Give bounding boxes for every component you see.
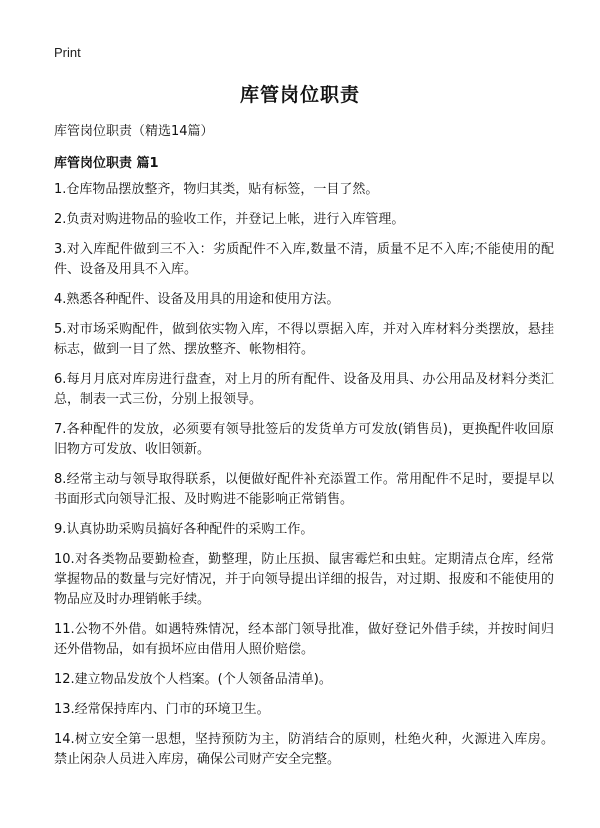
duty-item-3: 3.对入库配件做到三不入：劣质配件不入库,数量不清，质量不足不入库;不能使用的配件、设备及用具不入库。	[54, 242, 554, 277]
duty-item-8: 8.经常主动与领导取得联系，以便做好配件补充添置工作。常用配件不足时，要提早以书面形式向领导汇报、及时购进不能影响正常销售。	[54, 472, 554, 507]
print-link[interactable]: Print	[54, 45, 81, 60]
duty-item-11: 11.公物不外借。如遇特殊情况，经本部门领导批准，做好登记外借手续，并按时间归还外借物品，如有损坏应由借用人照价赔偿。	[54, 622, 554, 657]
duty-item-12: 12.建立物品发放个人档案。(个人领备品清单)。	[54, 672, 332, 687]
duty-item-4: 4.熟悉各种配件、设备及用具的用途和使用方法。	[54, 292, 340, 307]
duty-item-2: 2.负责对购进物品的验收工作，并登记上帐，进行入库管理。	[54, 212, 405, 227]
page-title: 库管岗位职责	[239, 84, 360, 106]
document-subtitle: 库管岗位职责（精选14篇）	[54, 124, 214, 139]
duty-item-10: 10.对各类物品要勤检查，勤整理，防止压损、鼠害霉烂和虫蛀。定期清点仓库，经常掌握物品的数量与完好情况，并于向领导提出详细的报告，对过期、报废和不能使用的物品应及时办理销帐手续。	[54, 552, 554, 607]
section-heading: 库管岗位职责 篇1	[54, 156, 159, 171]
duty-item-6: 6.每月月底对库房进行盘查，对上月的所有配件、设备及用具、办公用品及材料分类汇总，制表一式三份，分别上报领导。	[54, 372, 554, 407]
duty-item-9: 9.认真协助采购员搞好各种配件的采购工作。	[54, 522, 314, 537]
duty-item-13: 13.经常保持库内、门市的环境卫生。	[54, 702, 270, 717]
duty-list	[54, 180, 554, 780]
duty-item-1: 1.仓库物品摆放整齐，物归其类，贴有标签，一目了然。	[54, 182, 379, 197]
duty-item-7: 7.各种配件的发放，必须要有领导批签后的发货单方可发放(销售员)，更换配件收回原旧物方可发放、收旧领新。	[54, 422, 554, 457]
duty-item-14: 14.树立安全第一思想，坚持预防为主，防消结合的原则，杜绝火种，火源进入库房。禁止闲杂人员进入库房，确保公司财产安全完整。	[54, 732, 554, 767]
duty-item-5: 5.对市场采购配件，做到依实物入库，不得以票据入库，并对入库材料分类摆放，悬挂标志，做到一目了然、摆放整齐、帐物相符。	[54, 322, 554, 357]
